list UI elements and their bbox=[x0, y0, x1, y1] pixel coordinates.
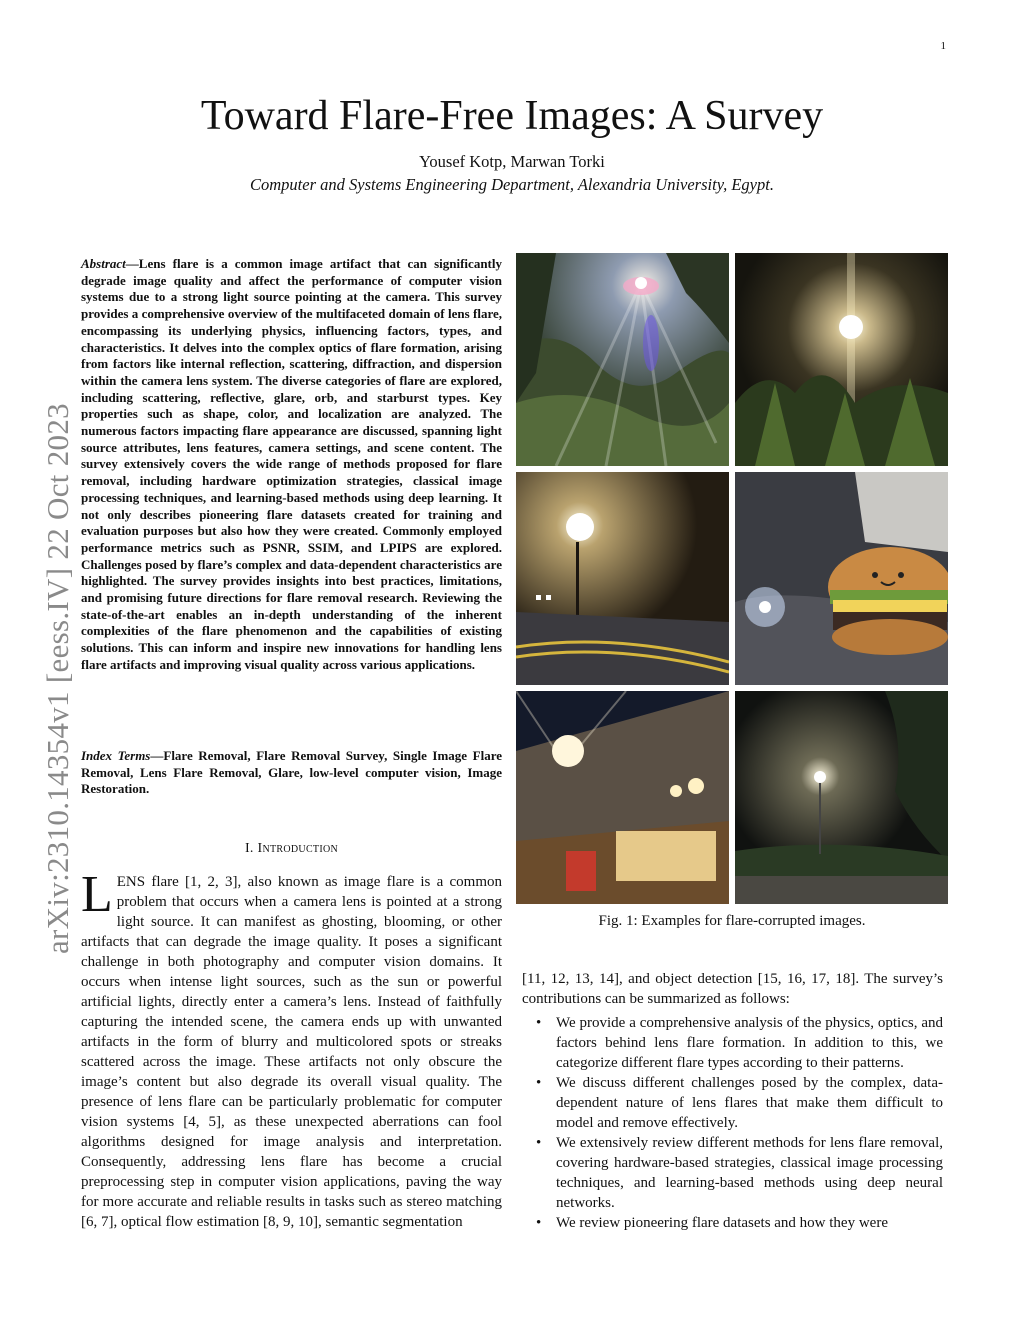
paper-authors: Yousef Kotp, Marwan Torki bbox=[419, 152, 605, 171]
flare-photo-burger-plush bbox=[735, 472, 948, 685]
figure-1-caption: Fig. 1: Examples for flare-corrupted images. bbox=[598, 913, 866, 929]
index-terms-text: —Flare Removal, Flare Removal Survey, Single Image Flare Removal, Lens Flare Removal, Glare, low-level computer vision, Image Restoration. bbox=[81, 748, 502, 797]
arxiv-identifier-stamp: arXiv:2310.14354v1 [eess.IV] 22 Oct 2023 bbox=[40, 403, 75, 954]
bullet-icon: • bbox=[536, 1015, 542, 1031]
flare-photo-streetlight-road bbox=[516, 472, 729, 685]
section-heading-introduction: I. Introduction bbox=[244, 841, 339, 856]
figure-1 bbox=[516, 253, 948, 904]
contributions-intro-text: [11, 12, 13, 14], and object detection [15, 16, 17, 18]. The survey’s contributions can be summarized as follows: bbox=[522, 971, 943, 1007]
introduction-text: ENS flare [1, 2, 3], also known as image flare is a common problem that occurs when a camera lens is pointed at a strong light source. It can manifest as ghosting, blooming, or other artifacts that can degrade the image quality. It poses a significant challenge in both photography and computer vision domains. It occurs when intense light sources, such as the sun or powerful artificial lights, directly enter a camera’s lens. Instead of faithfully capturing the intended scene, the camera ends up with unwanted artifacts in the form of blurry and multicolored spots or streaks scattered across the image. These artifacts not only obscure the image’s content but also degrade its overall visual quality. The presence of lens flare can be particularly problematic for computer vision systems [4, 5], as these unexpected aberrations can fool algorithms designed for image analysis and interpretation. Consequently, addressing lens flare has become a crucial preprocessing step in computer vision applications, paving the way for more accurate and reliable results in tasks such as stereo matching [6, 7], optical flow estimation [8, 9, 10], semantic segmentation bbox=[81, 874, 502, 1230]
flare-photo-night-lamp-trees bbox=[735, 691, 948, 904]
flare-photo-garden-sun bbox=[516, 253, 729, 466]
flare-photo-building-entrance bbox=[516, 691, 729, 904]
list-item: • We review pioneering flare datasets and how they were bbox=[536, 1215, 888, 1231]
bullet-icon: • bbox=[536, 1075, 542, 1091]
list-item: • We provide a comprehensive analysis of the physics, optics, and factors behind lens flare formation. In addition to this, we categorize different flare types according to their patterns. bbox=[536, 1015, 943, 1071]
paper-title: Toward Flare-Free Images: A Survey bbox=[200, 93, 824, 139]
contributions-list bbox=[522, 1013, 943, 1233]
list-item: • We discuss different challenges posed by the complex, data-dependent nature of lens flares that make them difficult to model and remove effectively. bbox=[536, 1075, 943, 1131]
index-terms-label: Index Terms bbox=[81, 748, 151, 763]
abstract-text: —Lens flare is a common image artifact that can significantly degrade image quality and affect the performance of computer vision systems due to a strong light source pointing at the camera. This survey provides a comprehensive overview of the multifaceted domain of lens flare, encompassing its underlying physics, influencing factors, types, and characteristics. It delves into the complex optics of flare formation, arising from factors like internal reflection, scattering, diffraction, and dispersion within the camera lens system. The diverse categories of flare are explored, including scattering, reflective, glare, orb, and starburst types. Key properties such as shape, color, and localization are analyzed. The numerous factors impacting flare appearance are discussed, spanning light source attributes, lens features, camera settings, and scene content. The survey extensively covers the wide range of methods proposed for flare removal, including hardware optimization strategies, classical image processing techniques, and learning-based methods using deep learning. It not only describes pioneering flare datasets created for training and evaluation purposes but also how they were created. Commonly employed performance metrics such as PSNR, SSIM, and LPIPS are explored. Challenges posed by flare’s complex and data-dependent characteristics are highlighted. The survey provides insights into best practices, limitations, and promising future directions for flare removal research. Reviewing the state-of-the-art enables an in-depth understanding of the inherent complexities of the flare phenomenon and the capabilities of existing solutions. This can inform and inspire new innovations for handling lens flare artifacts and improving visual quality across various applications. bbox=[81, 256, 502, 672]
bullet-icon: • bbox=[536, 1215, 542, 1231]
abstract-label: Abstract bbox=[81, 256, 126, 271]
index-terms-block bbox=[81, 748, 502, 798]
flare-photo-night-plants bbox=[735, 253, 948, 466]
author-affiliation: Computer and Systems Engineering Department, Alexandria University, Egypt. bbox=[250, 175, 774, 194]
dropcap-letter: L bbox=[81, 866, 113, 923]
list-item: • We extensively review different methods for lens flare removal, covering hardware-based strategies, classical image processing techniques, and learning-based methods using deep neural networks. bbox=[536, 1135, 943, 1211]
abstract-block bbox=[81, 256, 502, 674]
bullet-icon: • bbox=[536, 1135, 542, 1151]
introduction-paragraph bbox=[81, 866, 502, 1232]
page-number: 1 bbox=[940, 40, 946, 52]
